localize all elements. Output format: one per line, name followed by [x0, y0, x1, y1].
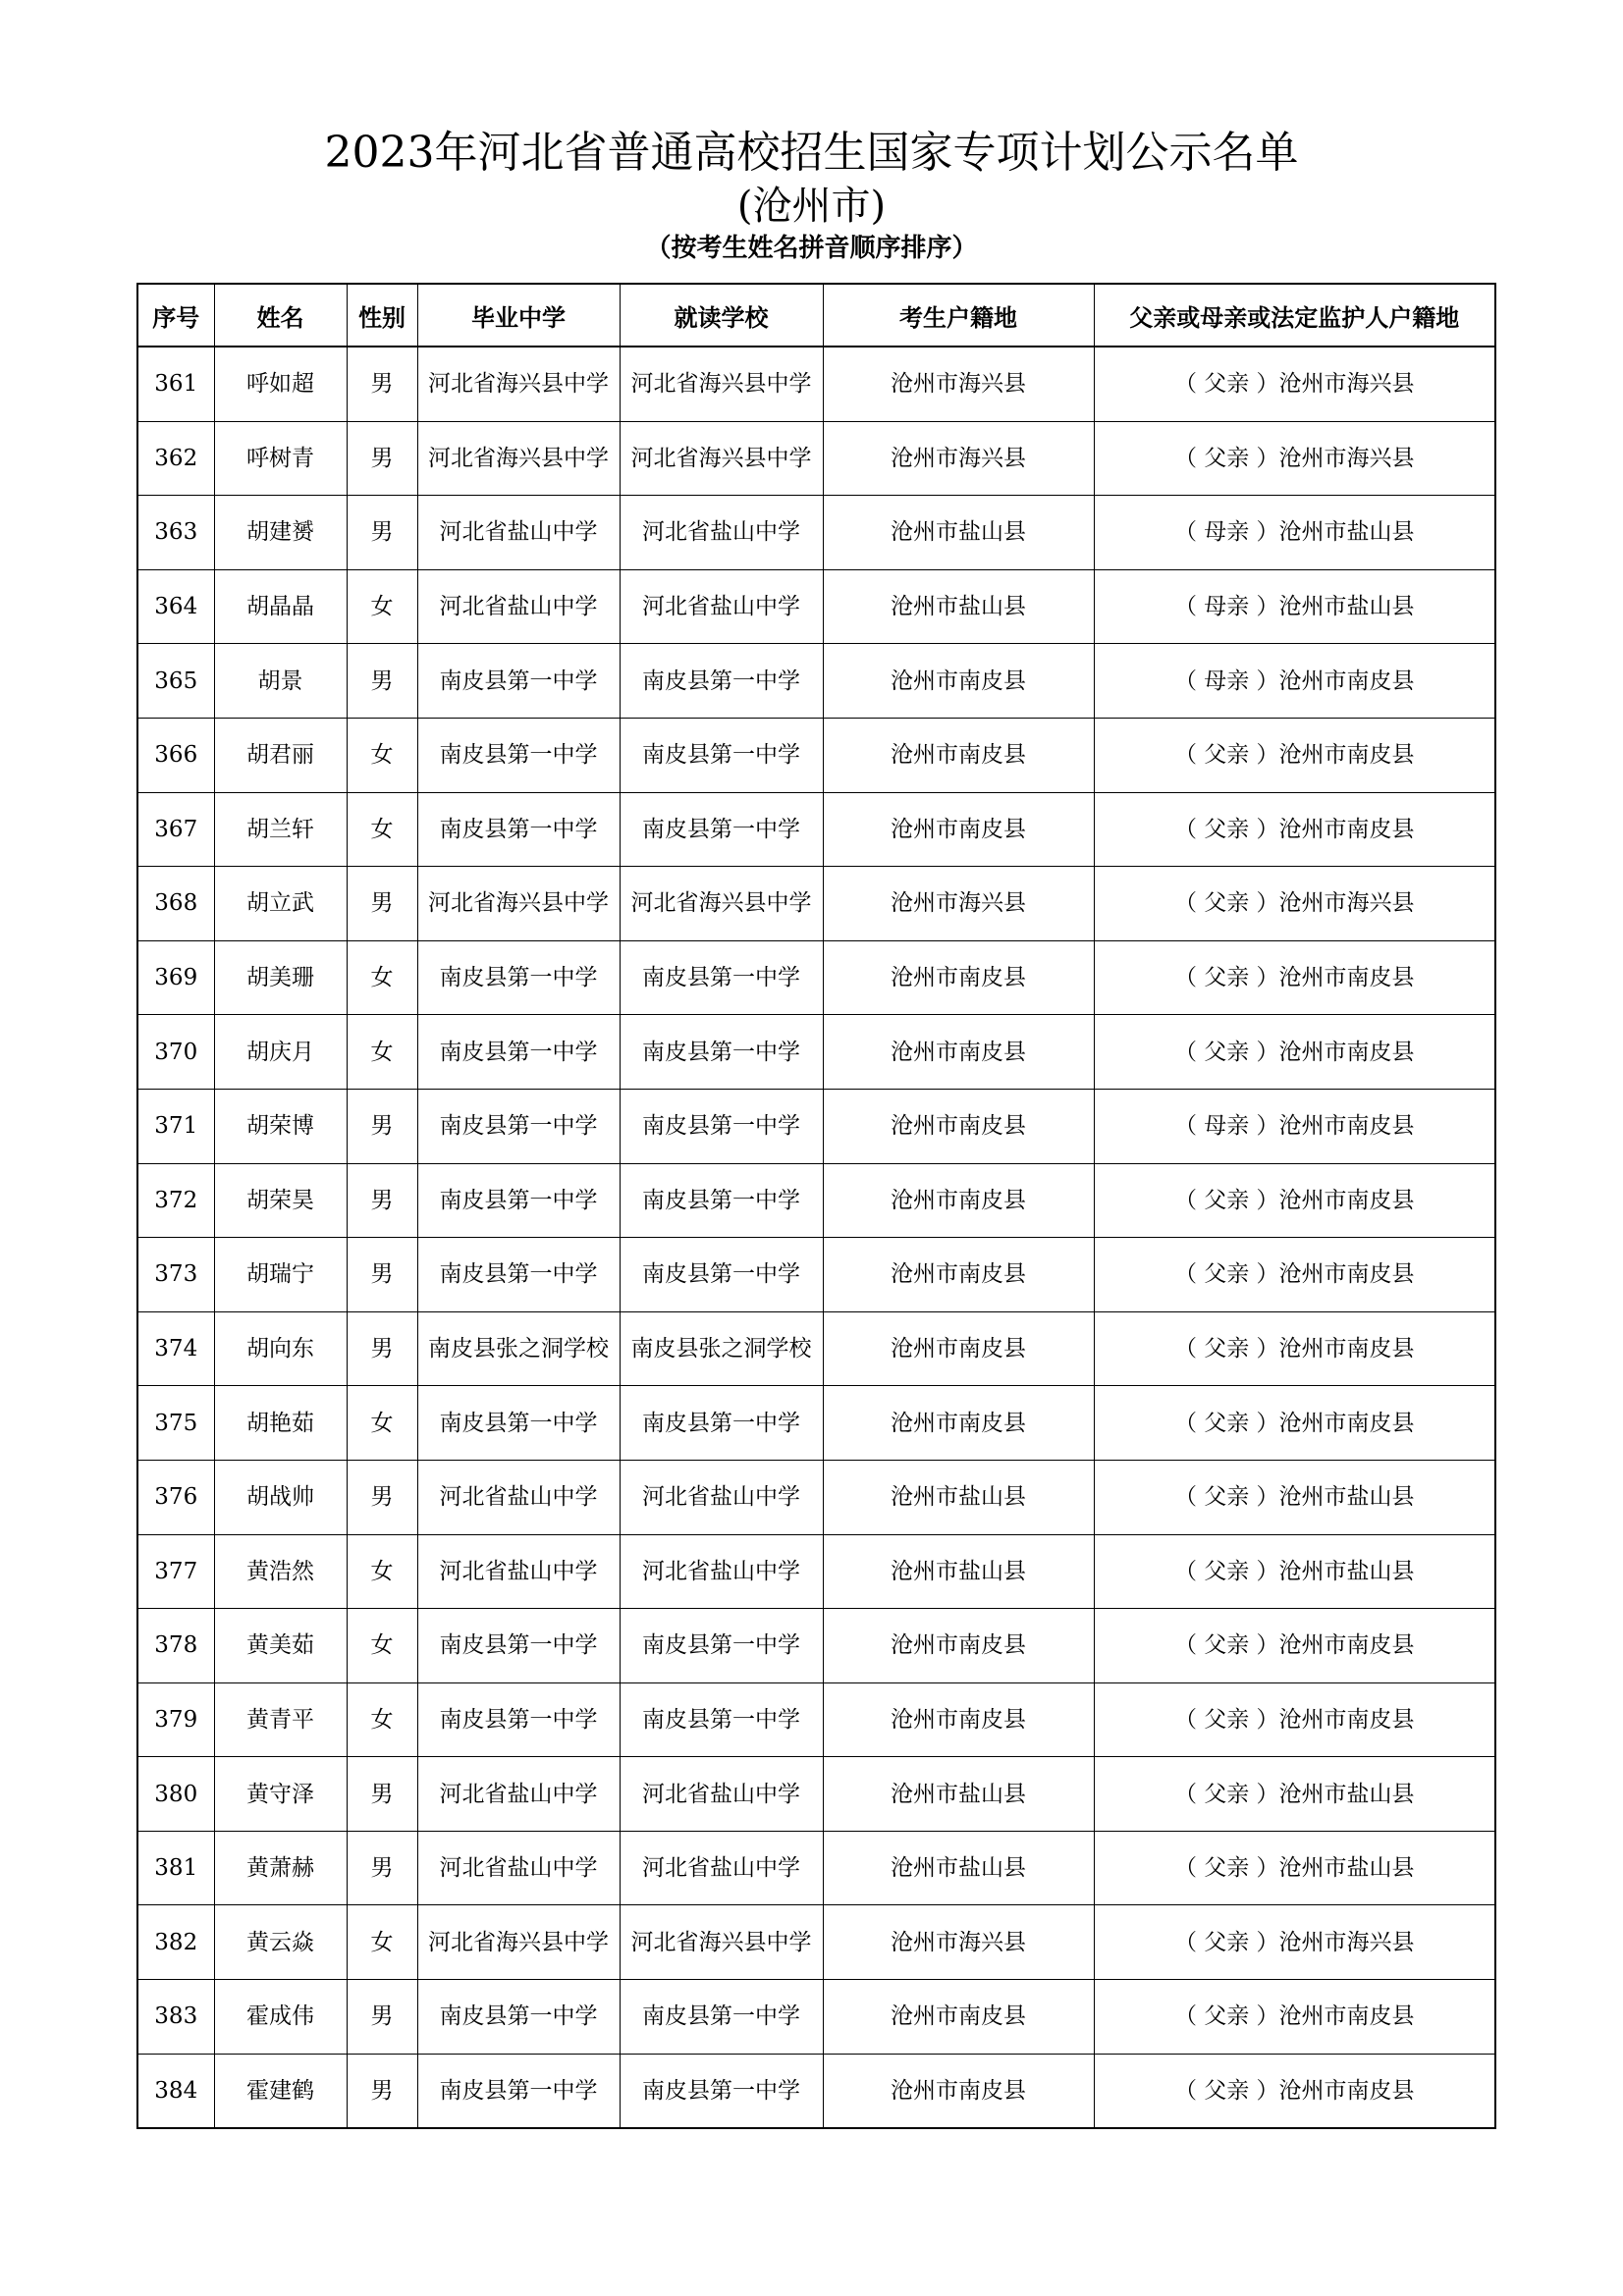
- table-body: [137, 347, 1495, 2128]
- cell-guardian-registration: （ 父亲 ）沧州市海兴县: [1094, 1905, 1495, 1980]
- cell-name: 黄守泽: [214, 1757, 347, 1832]
- cell-gender: 女: [347, 1609, 417, 1683]
- cell-current-school: 南皮县第一中学: [620, 718, 823, 792]
- table-row: [137, 1015, 1495, 1090]
- cell-gender: 女: [347, 1386, 417, 1461]
- cell-gender: 女: [347, 1015, 417, 1090]
- table-row: [137, 867, 1495, 941]
- cell-name: 胡美珊: [214, 940, 347, 1015]
- cell-household-registration: 沧州市盐山县: [823, 496, 1094, 570]
- cell-index: 381: [137, 1831, 214, 1905]
- table-row: [137, 1609, 1495, 1683]
- cell-name: 胡艳茹: [214, 1386, 347, 1461]
- cell-gender: 女: [347, 940, 417, 1015]
- table-header-row: [137, 284, 1495, 347]
- cell-guardian-registration: （ 父亲 ）沧州市盐山县: [1094, 1757, 1495, 1832]
- table-row: [137, 1163, 1495, 1238]
- cell-graduated-school: 南皮县第一中学: [417, 1682, 620, 1757]
- cell-index: 366: [137, 718, 214, 792]
- table-row: [137, 1534, 1495, 1609]
- cell-graduated-school: 河北省海兴县中学: [417, 867, 620, 941]
- cell-name: 霍建鹤: [214, 2054, 347, 2128]
- cell-graduated-school: 南皮县第一中学: [417, 1386, 620, 1461]
- cell-index: 375: [137, 1386, 214, 1461]
- cell-household-registration: 沧州市南皮县: [823, 792, 1094, 867]
- cell-current-school: 南皮县第一中学: [620, 1609, 823, 1683]
- cell-index: 363: [137, 496, 214, 570]
- cell-household-registration: 沧州市南皮县: [823, 1682, 1094, 1757]
- cell-graduated-school: 南皮县第一中学: [417, 718, 620, 792]
- cell-name: 胡荣博: [214, 1089, 347, 1163]
- cell-graduated-school: 河北省海兴县中学: [417, 1905, 620, 1980]
- header-graduated-school: 毕业中学: [417, 284, 620, 347]
- cell-household-registration: 沧州市南皮县: [823, 1015, 1094, 1090]
- cell-household-registration: 沧州市海兴县: [823, 421, 1094, 496]
- cell-graduated-school: 南皮县第一中学: [417, 1089, 620, 1163]
- cell-current-school: 南皮县第一中学: [620, 644, 823, 719]
- table-row: [137, 1905, 1495, 1980]
- cell-current-school: 南皮县第一中学: [620, 1238, 823, 1312]
- cell-index: 376: [137, 1460, 214, 1534]
- cell-gender: 男: [347, 1163, 417, 1238]
- table-row: [137, 569, 1495, 644]
- cell-guardian-registration: （ 父亲 ）沧州市盐山县: [1094, 1460, 1495, 1534]
- cell-guardian-registration: （ 父亲 ）沧州市南皮县: [1094, 940, 1495, 1015]
- cell-index: 373: [137, 1238, 214, 1312]
- cell-name: 胡晶晶: [214, 569, 347, 644]
- cell-current-school: 河北省海兴县中学: [620, 867, 823, 941]
- cell-guardian-registration: （ 父亲 ）沧州市南皮县: [1094, 1980, 1495, 2055]
- table-row: [137, 1460, 1495, 1534]
- cell-household-registration: 沧州市盐山县: [823, 1534, 1094, 1609]
- cell-current-school: 南皮县第一中学: [620, 1015, 823, 1090]
- table-row: [137, 644, 1495, 719]
- cell-guardian-registration: （ 父亲 ）沧州市海兴县: [1094, 347, 1495, 421]
- cell-guardian-registration: （ 父亲 ）沧州市南皮县: [1094, 1311, 1495, 1386]
- cell-gender: 男: [347, 1238, 417, 1312]
- header-current-school: 就读学校: [620, 284, 823, 347]
- cell-name: 黄美茹: [214, 1609, 347, 1683]
- cell-current-school: 南皮县第一中学: [620, 792, 823, 867]
- cell-current-school: 河北省海兴县中学: [620, 1905, 823, 1980]
- cell-gender: 男: [347, 1757, 417, 1832]
- cell-guardian-registration: （ 母亲 ）沧州市盐山县: [1094, 496, 1495, 570]
- cell-index: 372: [137, 1163, 214, 1238]
- cell-index: 365: [137, 644, 214, 719]
- cell-guardian-registration: （ 父亲 ）沧州市南皮县: [1094, 1015, 1495, 1090]
- header-household-registration: 考生户籍地: [823, 284, 1094, 347]
- cell-guardian-registration: （ 父亲 ）沧州市盐山县: [1094, 1534, 1495, 1609]
- roster-table: [136, 283, 1496, 2129]
- cell-gender: 女: [347, 718, 417, 792]
- cell-name: 胡荣昊: [214, 1163, 347, 1238]
- cell-graduated-school: 河北省盐山中学: [417, 1831, 620, 1905]
- cell-name: 胡瑞宁: [214, 1238, 347, 1312]
- cell-current-school: 南皮县第一中学: [620, 1386, 823, 1461]
- cell-household-registration: 沧州市南皮县: [823, 1609, 1094, 1683]
- cell-gender: 男: [347, 2054, 417, 2128]
- table-row: [137, 496, 1495, 570]
- cell-guardian-registration: （ 父亲 ）沧州市海兴县: [1094, 421, 1495, 496]
- table-row: [137, 1831, 1495, 1905]
- cell-index: 377: [137, 1534, 214, 1609]
- cell-graduated-school: 南皮县第一中学: [417, 644, 620, 719]
- cell-household-registration: 沧州市南皮县: [823, 644, 1094, 719]
- table-row: [137, 792, 1495, 867]
- cell-index: 374: [137, 1311, 214, 1386]
- cell-guardian-registration: （ 父亲 ）沧州市南皮县: [1094, 2054, 1495, 2128]
- cell-current-school: 河北省盐山中学: [620, 1757, 823, 1832]
- cell-graduated-school: 南皮县张之洞学校: [417, 1311, 620, 1386]
- cell-current-school: 河北省盐山中学: [620, 1534, 823, 1609]
- cell-name: 胡立武: [214, 867, 347, 941]
- cell-gender: 女: [347, 1682, 417, 1757]
- cell-household-registration: 沧州市南皮县: [823, 2054, 1094, 2128]
- header-index: 序号: [137, 284, 214, 347]
- cell-name: 胡庆月: [214, 1015, 347, 1090]
- cell-household-registration: 沧州市盐山县: [823, 569, 1094, 644]
- cell-index: 367: [137, 792, 214, 867]
- cell-graduated-school: 河北省海兴县中学: [417, 421, 620, 496]
- cell-graduated-school: 南皮县第一中学: [417, 792, 620, 867]
- table-row: [137, 1089, 1495, 1163]
- header-guardian-registration: 父亲或母亲或法定监护人户籍地: [1094, 284, 1495, 347]
- cell-current-school: 南皮县第一中学: [620, 1682, 823, 1757]
- table-row: [137, 1980, 1495, 2055]
- cell-index: 361: [137, 347, 214, 421]
- cell-gender: 女: [347, 1905, 417, 1980]
- cell-guardian-registration: （ 父亲 ）沧州市南皮县: [1094, 1238, 1495, 1312]
- table-row: [137, 1757, 1495, 1832]
- cell-name: 呼如超: [214, 347, 347, 421]
- cell-index: 383: [137, 1980, 214, 2055]
- table-row: [137, 940, 1495, 1015]
- cell-gender: 男: [347, 867, 417, 941]
- table-row: [137, 1238, 1495, 1312]
- cell-index: 384: [137, 2054, 214, 2128]
- document-subtitle: (沧州市): [736, 184, 887, 229]
- cell-gender: 男: [347, 421, 417, 496]
- cell-graduated-school: 河北省盐山中学: [417, 1534, 620, 1609]
- cell-index: 370: [137, 1015, 214, 1090]
- cell-graduated-school: 河北省盐山中学: [417, 1460, 620, 1534]
- cell-graduated-school: 南皮县第一中学: [417, 2054, 620, 2128]
- cell-name: 胡兰轩: [214, 792, 347, 867]
- cell-household-registration: 沧州市盐山县: [823, 1831, 1094, 1905]
- cell-guardian-registration: （ 父亲 ）沧州市南皮县: [1094, 1163, 1495, 1238]
- cell-guardian-registration: （ 父亲 ）沧州市南皮县: [1094, 718, 1495, 792]
- cell-index: 380: [137, 1757, 214, 1832]
- cell-guardian-registration: （ 父亲 ）沧州市海兴县: [1094, 867, 1495, 941]
- cell-guardian-registration: （ 父亲 ）沧州市南皮县: [1094, 792, 1495, 867]
- cell-household-registration: 沧州市南皮县: [823, 1311, 1094, 1386]
- cell-household-registration: 沧州市南皮县: [823, 1386, 1094, 1461]
- cell-graduated-school: 南皮县第一中学: [417, 1163, 620, 1238]
- cell-index: 369: [137, 940, 214, 1015]
- cell-graduated-school: 南皮县第一中学: [417, 940, 620, 1015]
- cell-graduated-school: 南皮县第一中学: [417, 1609, 620, 1683]
- cell-gender: 女: [347, 792, 417, 867]
- cell-guardian-registration: （ 母亲 ）沧州市南皮县: [1094, 1089, 1495, 1163]
- cell-current-school: 南皮县第一中学: [620, 1163, 823, 1238]
- cell-household-registration: 沧州市南皮县: [823, 1089, 1094, 1163]
- cell-index: 379: [137, 1682, 214, 1757]
- cell-current-school: 河北省盐山中学: [620, 1460, 823, 1534]
- table-row: [137, 718, 1495, 792]
- cell-name: 霍成伟: [214, 1980, 347, 2055]
- cell-graduated-school: 河北省海兴县中学: [417, 347, 620, 421]
- cell-gender: 男: [347, 1460, 417, 1534]
- table-row: [137, 1682, 1495, 1757]
- cell-graduated-school: 河北省盐山中学: [417, 569, 620, 644]
- cell-current-school: 河北省海兴县中学: [620, 421, 823, 496]
- cell-guardian-registration: （ 父亲 ）沧州市南皮县: [1094, 1386, 1495, 1461]
- cell-gender: 男: [347, 1089, 417, 1163]
- table-row: [137, 421, 1495, 496]
- document-title: 2023年河北省普通高校招生国家专项计划公示名单: [324, 128, 1299, 178]
- header-gender: 性别: [347, 284, 417, 347]
- cell-name: 胡战帅: [214, 1460, 347, 1534]
- cell-current-school: 河北省海兴县中学: [620, 347, 823, 421]
- cell-gender: 男: [347, 644, 417, 719]
- cell-graduated-school: 南皮县第一中学: [417, 1980, 620, 2055]
- cell-guardian-registration: （ 父亲 ）沧州市南皮县: [1094, 1682, 1495, 1757]
- cell-name: 胡君丽: [214, 718, 347, 792]
- cell-gender: 男: [347, 1980, 417, 2055]
- cell-household-registration: 沧州市盐山县: [823, 1460, 1094, 1534]
- table-row: [137, 347, 1495, 421]
- cell-current-school: 南皮县第一中学: [620, 940, 823, 1015]
- cell-guardian-registration: （ 母亲 ）沧州市盐山县: [1094, 569, 1495, 644]
- cell-guardian-registration: （ 母亲 ）沧州市南皮县: [1094, 644, 1495, 719]
- cell-current-school: 南皮县张之洞学校: [620, 1311, 823, 1386]
- cell-name: 黄萧赫: [214, 1831, 347, 1905]
- cell-household-registration: 沧州市盐山县: [823, 1757, 1094, 1832]
- cell-index: 362: [137, 421, 214, 496]
- cell-household-registration: 沧州市南皮县: [823, 940, 1094, 1015]
- cell-name: 胡建赟: [214, 496, 347, 570]
- cell-name: 黄云焱: [214, 1905, 347, 1980]
- table-row: [137, 1386, 1495, 1461]
- sort-note: （按考生姓名拼音顺序排序）: [645, 234, 978, 263]
- table-row: [137, 2054, 1495, 2128]
- cell-name: 胡向东: [214, 1311, 347, 1386]
- header-name: 姓名: [214, 284, 347, 347]
- cell-index: 371: [137, 1089, 214, 1163]
- cell-name: 黄浩然: [214, 1534, 347, 1609]
- cell-graduated-school: 南皮县第一中学: [417, 1015, 620, 1090]
- cell-gender: 女: [347, 1534, 417, 1609]
- cell-gender: 男: [347, 1311, 417, 1386]
- cell-household-registration: 沧州市南皮县: [823, 1238, 1094, 1312]
- cell-gender: 女: [347, 569, 417, 644]
- cell-name: 胡景: [214, 644, 347, 719]
- cell-index: 368: [137, 867, 214, 941]
- cell-graduated-school: 河北省盐山中学: [417, 496, 620, 570]
- cell-household-registration: 沧州市海兴县: [823, 1905, 1094, 1980]
- cell-name: 呼树青: [214, 421, 347, 496]
- cell-current-school: 河北省盐山中学: [620, 569, 823, 644]
- cell-gender: 男: [347, 496, 417, 570]
- cell-current-school: 南皮县第一中学: [620, 2054, 823, 2128]
- cell-gender: 男: [347, 1831, 417, 1905]
- cell-index: 382: [137, 1905, 214, 1980]
- cell-household-registration: 沧州市南皮县: [823, 1163, 1094, 1238]
- cell-name: 黄青平: [214, 1682, 347, 1757]
- cell-current-school: 南皮县第一中学: [620, 1980, 823, 2055]
- cell-household-registration: 沧州市南皮县: [823, 718, 1094, 792]
- cell-current-school: 河北省盐山中学: [620, 1831, 823, 1905]
- table-row: [137, 1311, 1495, 1386]
- cell-guardian-registration: （ 父亲 ）沧州市盐山县: [1094, 1831, 1495, 1905]
- cell-household-registration: 沧州市南皮县: [823, 1980, 1094, 2055]
- cell-guardian-registration: （ 父亲 ）沧州市南皮县: [1094, 1609, 1495, 1683]
- cell-household-registration: 沧州市海兴县: [823, 347, 1094, 421]
- cell-current-school: 南皮县第一中学: [620, 1089, 823, 1163]
- cell-current-school: 河北省盐山中学: [620, 496, 823, 570]
- cell-index: 378: [137, 1609, 214, 1683]
- cell-graduated-school: 河北省盐山中学: [417, 1757, 620, 1832]
- cell-household-registration: 沧州市海兴县: [823, 867, 1094, 941]
- cell-graduated-school: 南皮县第一中学: [417, 1238, 620, 1312]
- cell-gender: 男: [347, 347, 417, 421]
- cell-index: 364: [137, 569, 214, 644]
